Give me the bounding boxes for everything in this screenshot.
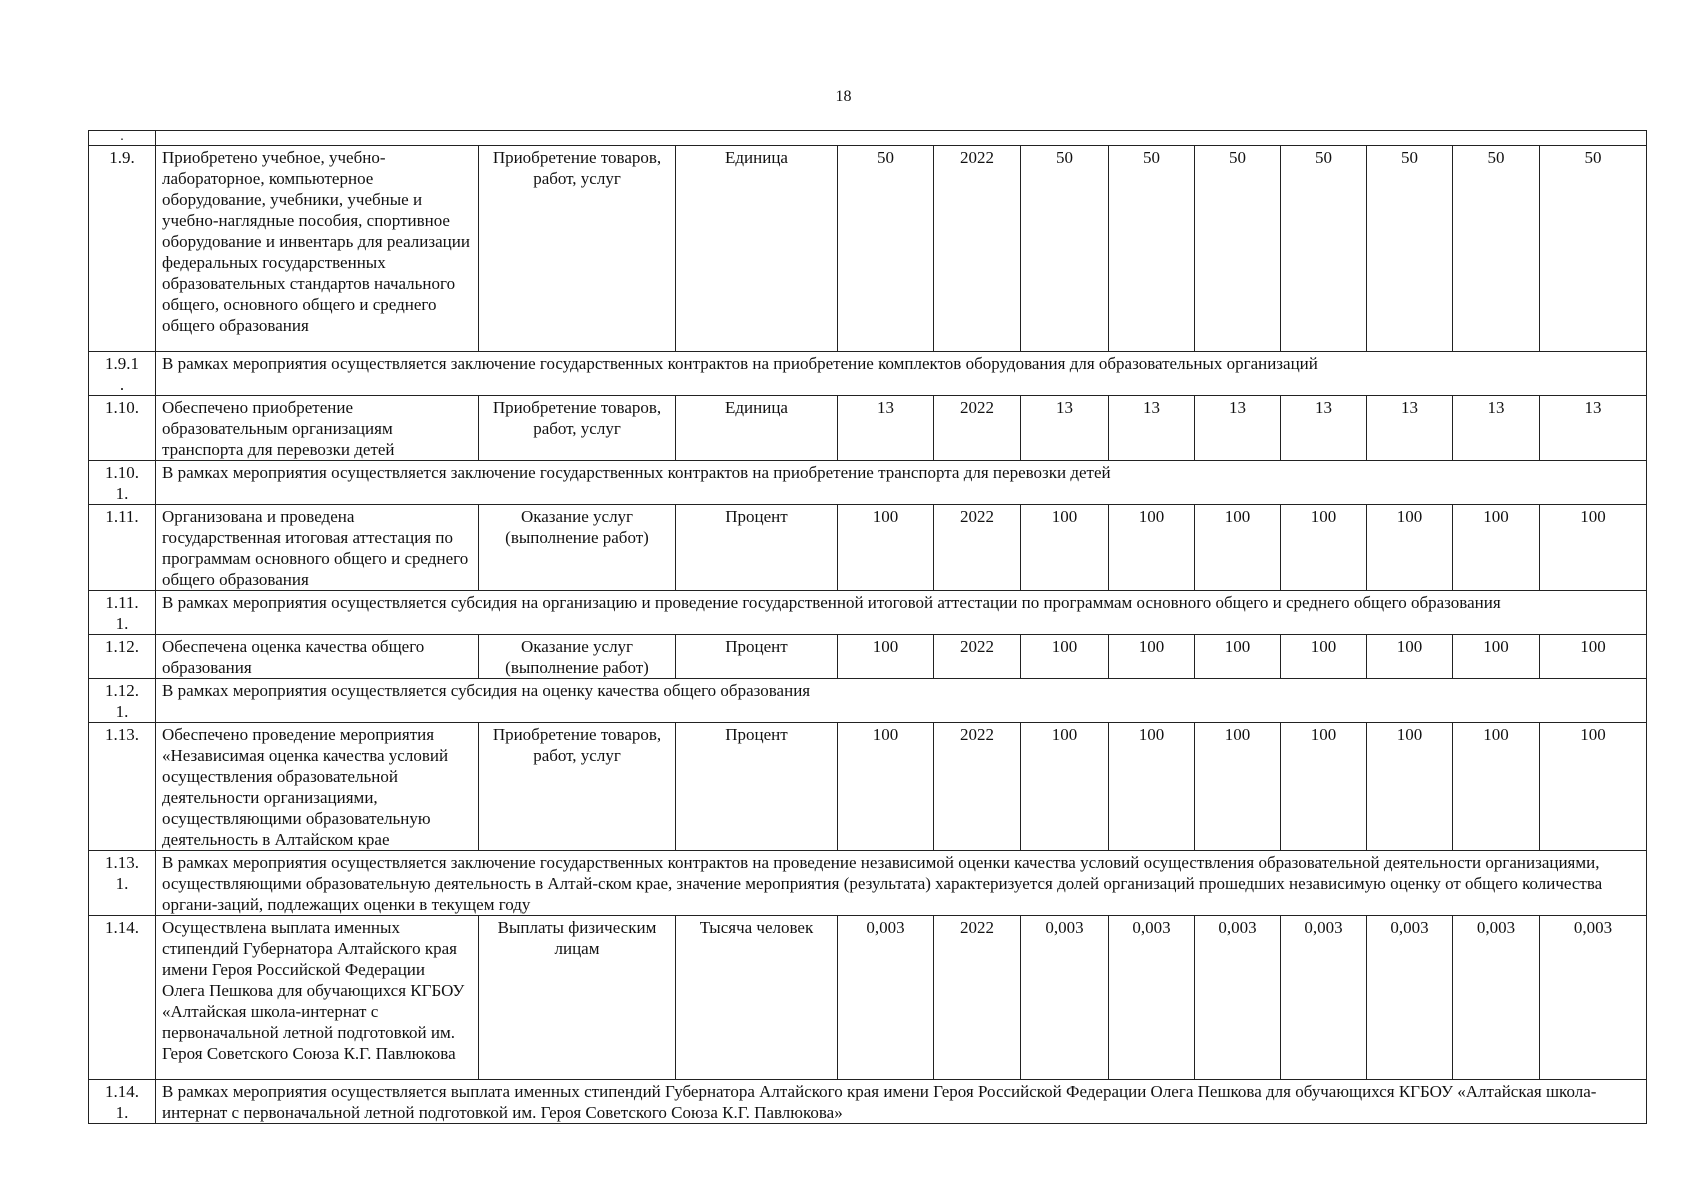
measure-name: Обеспечено приобретение образовательным организациям транспорта для перевозки детей: [156, 396, 479, 461]
base-year: 2022: [934, 635, 1021, 679]
base-year: 2022: [934, 916, 1021, 1080]
value-cell: 100: [1367, 723, 1453, 851]
value-cell: 50: [1453, 146, 1540, 352]
value-cell: 100: [1367, 505, 1453, 591]
base-value: 100: [838, 635, 934, 679]
sub-row-number: 1.14. 1.: [89, 1080, 156, 1124]
value-cell: 100: [1540, 505, 1647, 591]
value-cell: 13: [1109, 396, 1195, 461]
value-cell: 13: [1367, 396, 1453, 461]
measure-name: Обеспечено проведение мероприятия «Независимая оценка качества условий осуществления образовательной деятельности организациями, осуществляющими образовательную деятельность в Алтайском крае: [156, 723, 479, 851]
header-blank-cell: [156, 131, 1647, 146]
table-header-row: [89, 131, 1647, 146]
value-cell: 0,003: [1195, 916, 1281, 1080]
measure-name: Организована и проведена государственная итоговая аттестация по программам основного общего и среднего общего образования: [156, 505, 479, 591]
value-cell: 100: [1021, 505, 1109, 591]
sub-row-description: В рамках мероприятия осуществляется заключение государственных контрактов на приобретение комплектов оборудования для образовательных организаций: [156, 352, 1647, 396]
measure-unit: Тысяча человек: [676, 916, 838, 1080]
sub-row: [89, 461, 1647, 505]
sub-row-description: В рамках мероприятия осуществляется заключение государственных контрактов на приобретение транспорта для перевозки детей: [156, 461, 1647, 505]
measure-name: Осуществлена выплата именных стипендий Губернатора Алтайского края имени Героя Российской Федерации Олега Пешкова для обучающихся КГБОУ «Алтайская школа-интернат с первоначальной летной подготовкой им. Героя Советского Союза К.Г. Павлюкова: [156, 916, 479, 1080]
measure-unit: Единица: [676, 146, 838, 352]
value-cell: 0,003: [1109, 916, 1195, 1080]
base-value: 100: [838, 505, 934, 591]
sub-row-number: 1.9.1 .: [89, 352, 156, 396]
base-value: 50: [838, 146, 934, 352]
sub-row: [89, 1080, 1647, 1124]
value-cell: 50: [1367, 146, 1453, 352]
value-cell: 100: [1453, 505, 1540, 591]
value-cell: 100: [1109, 505, 1195, 591]
row-number: 1.11.: [89, 505, 156, 591]
header-number-cell: .: [89, 131, 156, 146]
measure-type: Оказание услуг (выполнение работ): [479, 635, 676, 679]
value-cell: 13: [1281, 396, 1367, 461]
value-cell: 13: [1195, 396, 1281, 461]
table-row: [89, 505, 1647, 591]
measure-unit: Единица: [676, 396, 838, 461]
sub-row-number: 1.11. 1.: [89, 591, 156, 635]
value-cell: 100: [1109, 635, 1195, 679]
sub-row-description: В рамках мероприятия осуществляется субсидия на организацию и проведение государственной итоговой аттестации по программам основного общего и среднего общего образования: [156, 591, 1647, 635]
value-cell: 50: [1281, 146, 1367, 352]
measure-unit: Процент: [676, 505, 838, 591]
row-number: 1.9.: [89, 146, 156, 352]
value-cell: 50: [1540, 146, 1647, 352]
base-year: 2022: [934, 396, 1021, 461]
value-cell: 100: [1540, 723, 1647, 851]
table-row: [89, 916, 1647, 1080]
value-cell: 100: [1281, 723, 1367, 851]
table-row: [89, 396, 1647, 461]
value-cell: 0,003: [1367, 916, 1453, 1080]
value-cell: 100: [1195, 635, 1281, 679]
row-number: 1.14.: [89, 916, 156, 1080]
measure-type: Приобретение товаров, работ, услуг: [479, 146, 676, 352]
base-year: 2022: [934, 146, 1021, 352]
value-cell: 100: [1109, 723, 1195, 851]
table-row: [89, 635, 1647, 679]
measures-table: [88, 130, 1647, 1124]
value-cell: 100: [1195, 505, 1281, 591]
base-value: 0,003: [838, 916, 934, 1080]
base-value: 100: [838, 723, 934, 851]
measure-unit: Процент: [676, 723, 838, 851]
sub-row-description: В рамках мероприятия осуществляется субсидия на оценку качества общего образования: [156, 679, 1647, 723]
value-cell: 100: [1281, 635, 1367, 679]
base-year: 2022: [934, 723, 1021, 851]
value-cell: 0,003: [1021, 916, 1109, 1080]
value-cell: 0,003: [1453, 916, 1540, 1080]
sub-row: [89, 679, 1647, 723]
value-cell: 50: [1021, 146, 1109, 352]
base-value: 13: [838, 396, 934, 461]
value-cell: 100: [1453, 723, 1540, 851]
value-cell: 100: [1021, 635, 1109, 679]
sub-row: [89, 591, 1647, 635]
table-row: [89, 146, 1647, 352]
value-cell: 100: [1367, 635, 1453, 679]
measure-type: Приобретение товаров, работ, услуг: [479, 723, 676, 851]
sub-row-number: 1.12. 1.: [89, 679, 156, 723]
measure-type: Приобретение товаров, работ, услуг: [479, 396, 676, 461]
row-number: 1.13.: [89, 723, 156, 851]
value-cell: 50: [1109, 146, 1195, 352]
value-cell: 13: [1021, 396, 1109, 461]
table-row: [89, 723, 1647, 851]
value-cell: 100: [1195, 723, 1281, 851]
sub-row-description: В рамках мероприятия осуществляется выплата именных стипендий Губернатора Алтайского края имени Героя Российской Федерации Олега Пешкова для обучающихся КГБОУ «Алтайская школа-интернат с первоначальной летной подготовкой им. Героя Советского Союза К.Г. Павлюкова»: [156, 1080, 1647, 1124]
base-year: 2022: [934, 505, 1021, 591]
sub-row: [89, 352, 1647, 396]
measure-name: Обеспечена оценка качества общего образования: [156, 635, 479, 679]
measure-type: Оказание услуг (выполнение работ): [479, 505, 676, 591]
sub-row-description: В рамках мероприятия осуществляется заключение государственных контрактов на проведение независимой оценки качества условий осуществления образовательной деятельности организациями, осуществляющими образовательную деятельность в Алтай-ском крае, значение мероприятия (результата) характеризуется долей организаций прошедших независимую оценку от общего количества органи-заций, подлежащих оценки в текущем году: [156, 851, 1647, 916]
sub-row-number: 1.10. 1.: [89, 461, 156, 505]
value-cell: 50: [1195, 146, 1281, 352]
value-cell: 100: [1281, 505, 1367, 591]
sub-row-number: 1.13. 1.: [89, 851, 156, 916]
value-cell: 13: [1453, 396, 1540, 461]
value-cell: 100: [1540, 635, 1647, 679]
sub-row: [89, 851, 1647, 916]
row-number: 1.10.: [89, 396, 156, 461]
row-number: 1.12.: [89, 635, 156, 679]
measure-type: Выплаты физическим лицам: [479, 916, 676, 1080]
measure-unit: Процент: [676, 635, 838, 679]
value-cell: 0,003: [1540, 916, 1647, 1080]
measure-name: Приобретено учебное, учебно-лабораторное, компьютерное оборудование, учебники, учебные и учебно-наглядные пособия, спортивное оборудование и инвентарь для реализации федеральных государственных образовательных стандартов начального общего, основного общего и среднего общего образования: [156, 146, 479, 352]
value-cell: 13: [1540, 396, 1647, 461]
page-number: 18: [835, 88, 852, 105]
value-cell: 0,003: [1281, 916, 1367, 1080]
value-cell: 100: [1021, 723, 1109, 851]
value-cell: 100: [1453, 635, 1540, 679]
